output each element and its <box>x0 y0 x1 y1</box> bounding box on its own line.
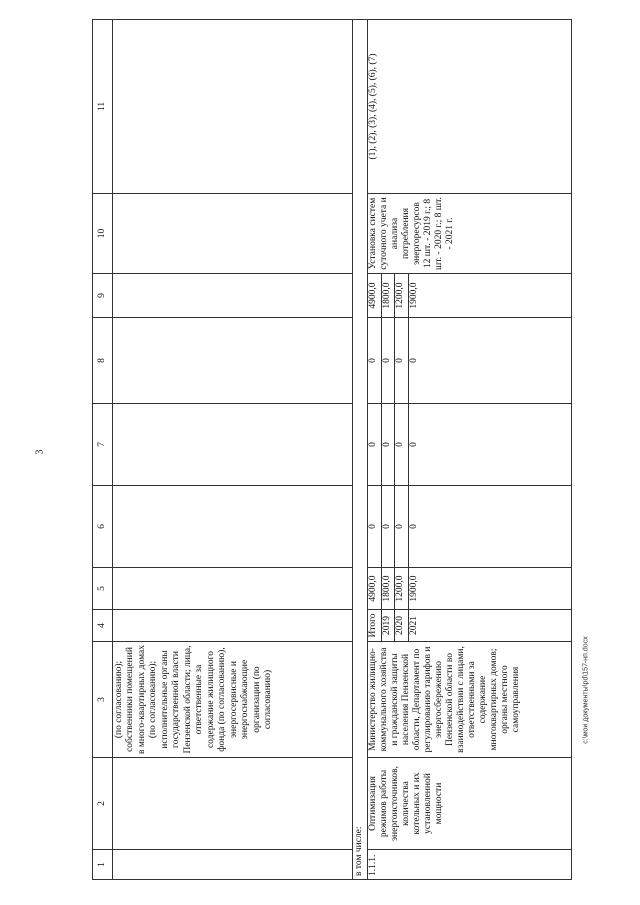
value-cell: 0 <box>408 404 571 486</box>
value-cell: 1800,0 <box>381 274 395 318</box>
value-cell: 0 <box>395 318 409 404</box>
subsection-row <box>352 20 367 880</box>
header-cell: 5 <box>93 568 113 610</box>
page-number: 3 <box>34 449 46 455</box>
value-cell: 0 <box>395 404 409 486</box>
continuation-executors: (по согласованию); собственники помещений в много-квартирных домах (по согласованию); исполнительные органы государственной власти Пензенской области; лица, ответственные за содержание жилищного фонда (по согласованию), энергосервисные и энергоснабжающие организации (по согласованию) <box>112 642 352 758</box>
program-table <box>92 19 572 880</box>
value-cell: 1900,0 <box>408 274 571 318</box>
continuation-row <box>112 20 352 880</box>
header-cell: 6 <box>93 486 113 568</box>
value-cell: 1200,0 <box>395 568 409 610</box>
row-result: Установка систем суточного учета и анализа потребления энергоресурсов 12 шт. - 2019 г.; 8 шт. - 2020 г.; 8 шт. - 2021 г. <box>367 194 571 274</box>
value-cell: 0 <box>367 404 381 486</box>
value-cell: 1900,0 <box>408 568 571 610</box>
row-number: 1.1.1. <box>367 850 571 880</box>
header-cell: 8 <box>93 318 113 404</box>
year-label: 2020 <box>395 610 409 642</box>
year-label: 2021 <box>408 610 571 642</box>
header-cell: 11 <box>93 20 113 194</box>
value-cell: 1200,0 <box>395 274 409 318</box>
year-label: Итого <box>367 610 381 642</box>
row-name: Оптимизация режимов работы энергоисточников, количества котельных и их установленной мощности <box>367 758 571 850</box>
rotated-table-area <box>92 20 572 880</box>
value-cell: 0 <box>381 404 395 486</box>
footer-file-path: c:\мои документы\pd\157-нп.docx <box>582 636 590 744</box>
value-cell: 0 <box>395 486 409 568</box>
header-cell: 9 <box>93 274 113 318</box>
value-cell: 1800,0 <box>381 568 395 610</box>
header-cell: 7 <box>93 404 113 486</box>
value-cell: 4900,0 <box>367 274 381 318</box>
value-cell: 0 <box>408 486 571 568</box>
in-that-number-label: в том числе: <box>352 20 367 880</box>
value-cell: 0 <box>408 318 571 404</box>
value-cell: 0 <box>367 486 381 568</box>
row-executor: Министерство жилищно-коммунального хозяйства и гражданской защиты населения Пензенской области, Департамент по регулированию тарифов и энергосбережению Пензенской области во взаимодействии с лицами, ответственными за содержание многоквартирных домов; органы местного самоуправления <box>367 642 571 758</box>
value-cell: 4900,0 <box>367 568 381 610</box>
table-row <box>367 20 381 880</box>
value-cell: 0 <box>381 318 395 404</box>
row-links: (1), (2), (3), (4), (5), (6), (7) <box>367 20 571 194</box>
year-label: 2019 <box>381 610 395 642</box>
header-cell: 2 <box>93 758 113 850</box>
header-cell: 1 <box>93 850 113 880</box>
value-cell: 0 <box>367 318 381 404</box>
header-cell: 4 <box>93 610 113 642</box>
header-cell: 10 <box>93 194 113 274</box>
header-row <box>93 20 113 880</box>
header-cell: 3 <box>93 642 113 758</box>
value-cell: 0 <box>381 486 395 568</box>
